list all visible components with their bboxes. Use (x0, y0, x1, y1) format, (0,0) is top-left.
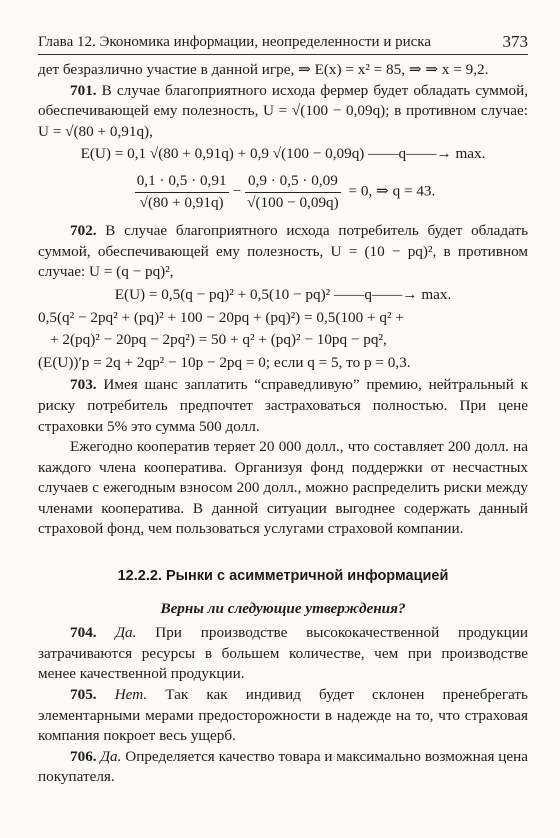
equation-701-2: $\frac{0,1 \cdot 0,5 \cdot 0,91}{√(80 + 0,91q)}$ − $\frac{0,9 \cdot 0,5 \cdot 0,09}{√(100 - 0,09q)}$ = 0, ⇒ q = 43. (38, 171, 528, 213)
problem-703 (38, 375, 528, 437)
chapter-title: Глава 12. Экономика информации, неопределенности и риска (38, 34, 432, 50)
problem-text: Определяется качество товара и максимально возможная цена покупателя. (38, 747, 528, 786)
numerator: 0,1 · 0,5 · 0,91 (135, 171, 229, 193)
answer: Нет. (96, 686, 148, 704)
question-title: Верны ли следующие утверждения? (160, 599, 406, 617)
problem-text: При производстве высококачественной продукции затрачиваются ресурсы в большем количестве, чем при производстве менее качественной продукции. (38, 624, 528, 683)
equation-tail: = 0, ⇒ q = 43. (348, 182, 436, 200)
equation-702-2: 0,5(q² − 2pq² + (pq)² + 100 − 20pq + (pq)²) = 0,5(100 + q² + (38, 308, 404, 326)
problem-text: В случае благоприятного исхода потребитель будет обладать суммой, обеспечивающей ему полезность, U = (10 − pq)², в противном случае: U = (q − pq)², (38, 222, 528, 281)
section-title: 12.2.2. Рынки с асимметричной информацией (117, 568, 449, 585)
intro-text: дет безразлично участие в данной игре, ⇒ E(x) = x² = 85, ⇒ ⇒ x = 9,2. (38, 61, 489, 78)
numerator: 0,9 · 0,5 · 0,09 (245, 171, 341, 193)
problem-705 (38, 685, 528, 747)
problem-706 (38, 747, 528, 788)
running-header (38, 32, 528, 55)
problem-703-continued: Ежегодно кооператив теряет 20 000 долл., что составляет 200 долл. на каждого члена кооператива. Организуя фонд поддержки от несчастных случаев с ежегодным взносом 200 долл., можно распределить риски между членами кооператива. В данной ситуации выгоднее содержать данный страховой фонд, чем пользоваться услугами страховой компании. (38, 438, 528, 538)
answer: Да. (96, 624, 137, 642)
problem-701 (38, 81, 528, 143)
page-content (38, 60, 528, 788)
problem-704 (38, 623, 528, 685)
problem-number: 704. (70, 624, 97, 642)
fraction-2 (245, 171, 341, 213)
problem-702 (38, 221, 528, 283)
problem-text: В случае благоприятного исхода фермер будет обладать суммой, обеспечивающей ему полезность, U = √(100 − 0,09q); в противном случае: U = √(80 + 0,91q), (38, 81, 528, 140)
fraction-1 (135, 171, 229, 213)
problem-number: 701. (70, 81, 97, 99)
denominator: √(100 − 0,09q) (247, 193, 339, 211)
problem-number: 703. (70, 376, 97, 394)
problem-number: 702. (70, 222, 97, 240)
equation-701-1: E(U) = 0,1 √(80 + 0,91q) + 0,9 √(100 − 0,09q) ——q——→ max. (80, 145, 486, 163)
equation-702-1: E(U) = 0,5(q − pq)² + 0,5(10 − pq)² ——q——→ max. (114, 285, 452, 303)
problem-text: Имея шанс заплатить “справедливую” премию, нейтральный к риску потребитель предпочтет застраховаться полностью. При цене страховки 5% это сумма 500 долл. (38, 376, 528, 435)
answer: Да. (96, 747, 122, 765)
problem-number: 705. (70, 686, 97, 704)
problem-number: 706. (70, 747, 97, 765)
problem-text: Так как индивид будет склонен пренебрегать элементарными мерами предосторожности в надежде на то, что страховая компания покроет весь ущерб. (38, 686, 528, 745)
equation-702-3: + 2(pq)² − 20pq − 2pq²) = 50 + q² + (pq)² − 10pq − pq², (50, 331, 387, 349)
equation-702-4: (E(U))′p = 2q + 2qp² − 10p − 2pq = 0; если q = 5, то p = 0,3. (38, 353, 411, 371)
denominator: √(80 + 0,91q) (139, 193, 224, 211)
page-number: 373 (502, 32, 528, 51)
